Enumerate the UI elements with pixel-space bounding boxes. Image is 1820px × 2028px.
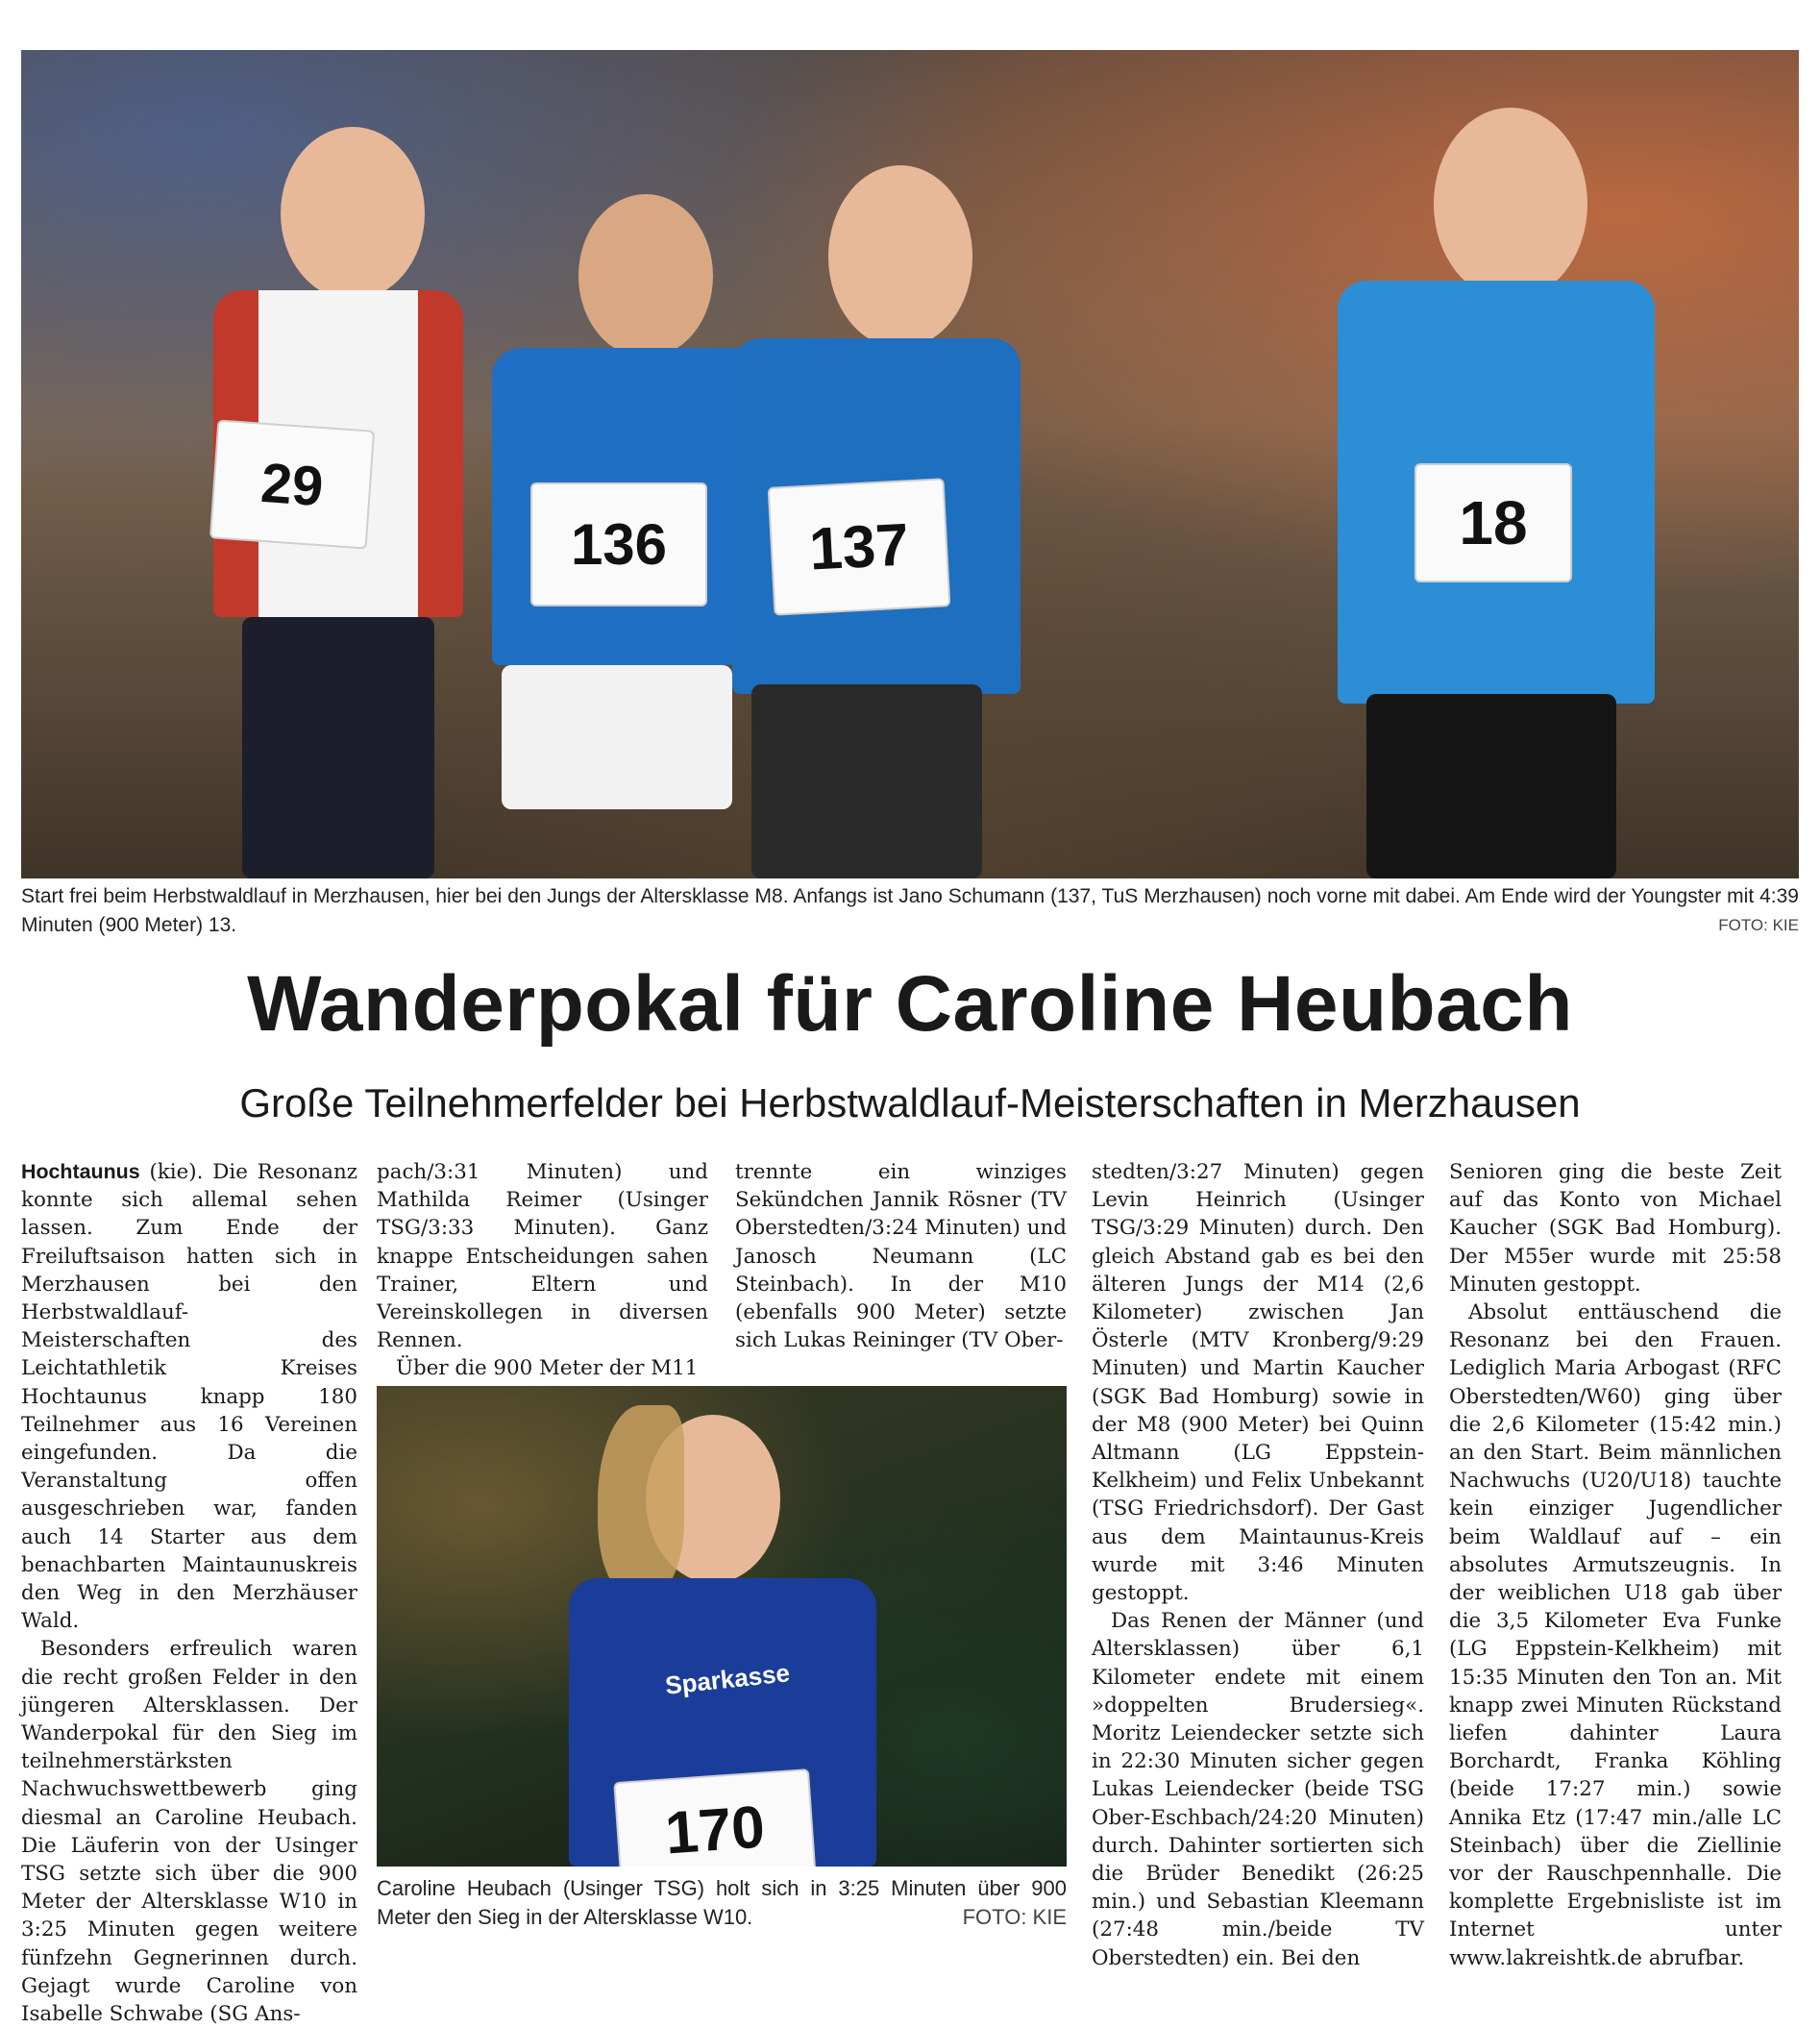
runner-head	[828, 165, 972, 348]
article-column-3	[735, 1158, 1067, 1354]
bib-136: 136	[530, 482, 707, 606]
bib-29: 29	[209, 419, 375, 549]
article-column-5	[1449, 1158, 1782, 1972]
inset-photo	[377, 1386, 1067, 1867]
article-paragraph: (kie). Die Resonanz konnte sich allemal sehen lassen. Zum Ende der Freiluftsaison hatten sich in Merzhausen bei den Herbstwaldlauf-Meisterschaften des Leichtathletik Kreises Hochtaunus knapp 180 Teilnehmer aus 16 Vereinen eingefunden. Da die Veranstaltung offen ausgeschrieben war, fanden auch 14 Starter aus dem benachbarten Maintaunuskreis den Weg in den Merzhäuser Wald.	[21, 1160, 357, 1634]
headline: Wanderpokal für Caroline Heubach	[247, 960, 1573, 1048]
subheadline: Große Teilnehmerfelder bei Herbstwaldlauf-Meisterschaften in Merzhausen	[239, 1080, 1581, 1125]
jersey-sponsor: Sparkasse	[663, 1658, 792, 1700]
article-paragraph: trennte ein winziges Sekündchen Jannik Rösner (TV Oberstedten/3:24 Minuten) und Janosch Neumann (LC Steinbach). In der M10 (ebenfalls 900 Meter) setzte sich Lukas Reininger (TV Ober-	[735, 1160, 1067, 1353]
article-paragraph: pach/3:31 Minuten) und Mathilda Reimer (Usinger TSG/3:33 Minuten). Ganz knappe Entscheidungen sahen Trainer, Eltern und Vereinskollegen in diversen Rennen.	[377, 1160, 708, 1353]
article-paragraph: Absolut enttäuschend die Resonanz bei den Frauen. Lediglich Maria Arbogast (RFC Oberstedten/W60) ging über die 2,6 Kilometer (15:42 min.) an den Start. Beim männlichen Nachwuchs (U20/U18) tauchte kein einziger Jugendlicher beim Waldlauf auf – ein absolutes Armutszeugnis. In der weiblichen U18 gab über die 3,5 Kilometer Eva Funke (LG Eppstein-Kelkheim) mit 15:35 Minuten den Ton an. Mit knapp zwei Minuten Rückstand liefen dahinter Laura Borchardt, Franka Köhling (beide 17:27 min.) sowie Annika Etz (17:47 min./alle LC Steinbach) über die Ziellinie vor der Rauschpennhalle. Die komplette Ergebnisliste ist im Internet unter www.lakreishtk.de abrufbar.	[1449, 1300, 1782, 1970]
runner-head	[281, 127, 425, 300]
runner-shorts	[502, 665, 732, 809]
top-photo	[21, 50, 1799, 878]
top-photo-credit: FOTO: KIE	[1718, 916, 1799, 934]
inset-photo-credit: FOTO: KIE	[962, 1905, 1067, 1929]
article-paragraph: Besonders erfreulich waren die recht großen Felder in den jüngeren Altersklassen. Der Wanderpokal für den Sieg im teilnehmerstärksten Nachwuchswettbewerb ging diesmal an Caroline Heubach. Die Läuferin von der Usinger TSG setzte sich über die 900 Meter der Altersklasse W10 in 3:25 Minuten gegen weitere fünfzehn Gegnerinnen durch. Gejagt wurde Caroline von Isabelle Schwabe (SG Ans-	[21, 1637, 357, 2027]
bib-137: 137	[768, 478, 951, 615]
runner-legs	[751, 684, 982, 878]
inset-photo-caption-text: Caroline Heubach (Usinger TSG) holt sich in 3:25 Minuten über 900 Meter den Sieg in der Altersklasse W10.	[377, 1876, 1067, 1929]
article-column-1	[21, 1158, 357, 2028]
article-paragraph: Das Renen der Männer (und Altersklassen) über 6,1 Kilometer endete mit einem »doppelten Brudersieg«. Moritz Leiendecker setzte sich in 22:30 Minuten sicher gegen Lukas Leiendecker (beide TSG Ober-Eschbach/24:20 Minuten) durch. Dahinter sortierten sich die Brüder Benedikt (26:25 min.) und Sebastian Kleemann (27:48 min./beide TV Oberstedten) ein. Bei den	[1092, 1609, 1424, 1970]
bib-170: 170	[613, 1768, 816, 1867]
dateline: Hochtaunus	[21, 1160, 140, 1183]
article-paragraph: Senioren ging die beste Zeit auf das Konto von Michael Kaucher (SGK Bad Homburg). Der M55er wurde mit 25:58 Minuten gestoppt.	[1449, 1160, 1782, 1297]
top-photo-caption	[21, 882, 1799, 940]
top-photo-caption-text: Start frei beim Herbstwaldlauf in Merzhausen, hier bei den Jungs der Altersklasse M8. Anfangs ist Jano Schumann (137, TuS Merzhausen) noch vorne mit dabei. Am Ende wird der Youngster mit 4:39 Minuten (900 Meter) 13.	[21, 885, 1799, 936]
inset-photo-caption	[377, 1874, 1067, 1932]
article-column-2	[377, 1158, 708, 1383]
bib-18: 18	[1414, 463, 1572, 582]
article-paragraph: stedten/3:27 Minuten) gegen Levin Heinrich (Usinger TSG/3:29 Minuten) durch. Den gleich Abstand gab es bei den älteren Jungs der M14 (2,6 Kilometer) zwischen Jan Österle (MTV Kronberg/9:29 Minuten) und Martin Kaucher (SGK Bad Homburg) sowie in der M8 (900 Meter) bei Quinn Altmann (LG Eppstein-Kelkheim) und Felix Unbekannt (TSG Friedrichsdorf). Der Gast aus dem Maintaunus-Kreis wurde mit 3:46 Minuten gestoppt.	[1092, 1160, 1424, 1606]
runner-hair	[598, 1405, 684, 1597]
article-paragraph: Über die 900 Meter der M11	[396, 1356, 699, 1381]
runner-legs	[242, 617, 434, 878]
article-column-4	[1092, 1158, 1424, 1972]
runner-head	[1434, 108, 1587, 300]
runner-head	[578, 194, 713, 358]
runner-legs	[1366, 694, 1616, 878]
